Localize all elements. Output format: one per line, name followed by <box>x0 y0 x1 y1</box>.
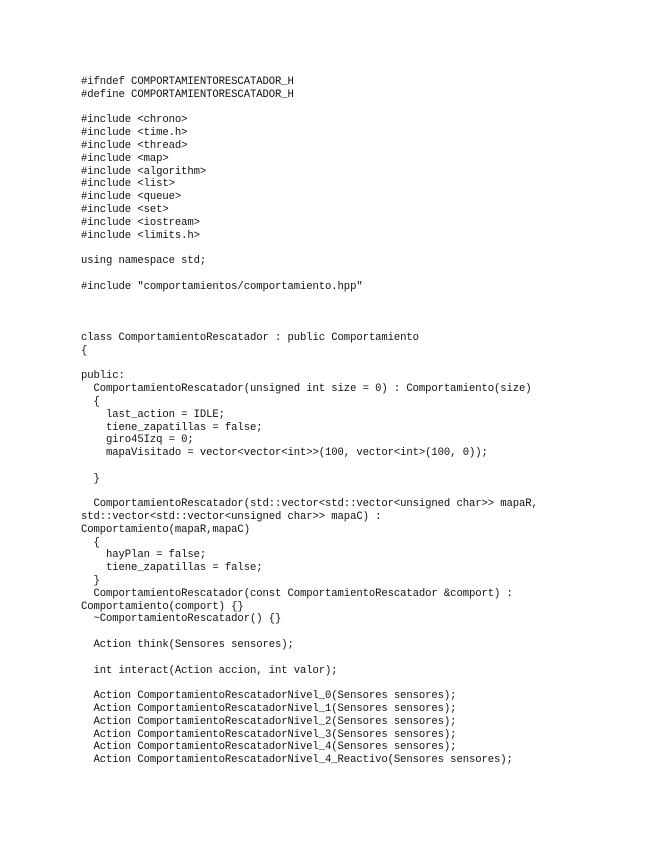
code-line: #include <thread> <box>81 139 188 152</box>
blank-line <box>81 306 641 319</box>
code-line: Action ComportamientoRescatadorNivel_4_Reactivo(Sensores sensores); <box>81 754 513 767</box>
blank-line <box>81 652 641 665</box>
code-line: int interact(Action accion, int valor); <box>81 664 338 677</box>
code-line: { <box>81 395 100 408</box>
code-line: Comportamiento(mapaR,mapaC) <box>81 523 250 536</box>
code-line: #include "comportamientos/comportamiento.hpp" <box>81 280 363 293</box>
blank-line <box>81 486 641 499</box>
code-line: #include <iostream> <box>81 216 200 229</box>
blank-line <box>81 242 641 255</box>
blank-line <box>81 460 641 473</box>
code-line: #include <time.h> <box>81 127 188 140</box>
code-line: ComportamientoRescatador(const ComportamientoRescatador &comport) : <box>81 587 513 600</box>
blank-line <box>81 626 641 639</box>
code-line: ComportamientoRescatador(std::vector<std::vector<unsigned char>> mapaR, <box>81 498 538 511</box>
code-line: Action ComportamientoRescatadorNivel_1(Sensores sensores); <box>81 703 457 716</box>
code-line: Action think(Sensores sensores); <box>81 639 294 652</box>
code-line: tiene_zapatillas = false; <box>81 562 263 575</box>
code-listing <box>81 76 641 767</box>
code-line: } <box>81 575 100 588</box>
code-line: #include <limits.h> <box>81 229 200 242</box>
code-line: #define COMPORTAMIENTORESCATADOR_H <box>81 88 294 101</box>
blank-line <box>81 677 641 690</box>
code-line: { <box>81 344 88 357</box>
code-line: #include <map> <box>81 152 169 165</box>
code-line: last_action = IDLE; <box>81 408 225 421</box>
code-line: Action ComportamientoRescatadorNivel_3(Sensores sensores); <box>81 728 457 741</box>
code-line: std::vector<std::vector<unsigned char>> mapaC) : <box>81 511 382 524</box>
code-line: Comportamiento(comport) {} <box>81 600 244 613</box>
code-line: hayPlan = false; <box>81 549 207 562</box>
blank-line <box>81 294 641 307</box>
code-line: giro45Izq = 0; <box>81 434 194 447</box>
code-line: mapaVisitado = vector<vector<int>>(100, vector<int>(100, 0)); <box>81 447 488 460</box>
code-line: ~ComportamientoRescatador() {} <box>81 613 282 626</box>
code-line: tiene_zapatillas = false; <box>81 421 263 434</box>
blank-line <box>81 102 641 115</box>
code-line: #ifndef COMPORTAMIENTORESCATADOR_H <box>81 76 294 88</box>
code-line: public: <box>81 370 125 383</box>
code-line: Action ComportamientoRescatadorNivel_2(Sensores sensores); <box>81 715 457 728</box>
code-line: Action ComportamientoRescatadorNivel_4(Sensores sensores); <box>81 741 457 754</box>
code-line: } <box>81 472 100 485</box>
blank-line <box>81 268 641 281</box>
blank-line <box>81 358 641 371</box>
code-line: class ComportamientoRescatador : public Comportamiento <box>81 331 419 344</box>
code-line: #include <queue> <box>81 191 182 204</box>
code-line: #include <list> <box>81 178 175 191</box>
code-line: { <box>81 536 100 549</box>
blank-line <box>81 319 641 332</box>
code-line: Action ComportamientoRescatadorNivel_0(Sensores sensores); <box>81 690 457 703</box>
code-line: using namespace std; <box>81 255 207 268</box>
code-line: ComportamientoRescatador(unsigned int size = 0) : Comportamiento(size) <box>81 383 532 396</box>
code-line: #include <algorithm> <box>81 165 207 178</box>
code-line: #include <set> <box>81 203 169 216</box>
code-line: #include <chrono> <box>81 114 188 127</box>
